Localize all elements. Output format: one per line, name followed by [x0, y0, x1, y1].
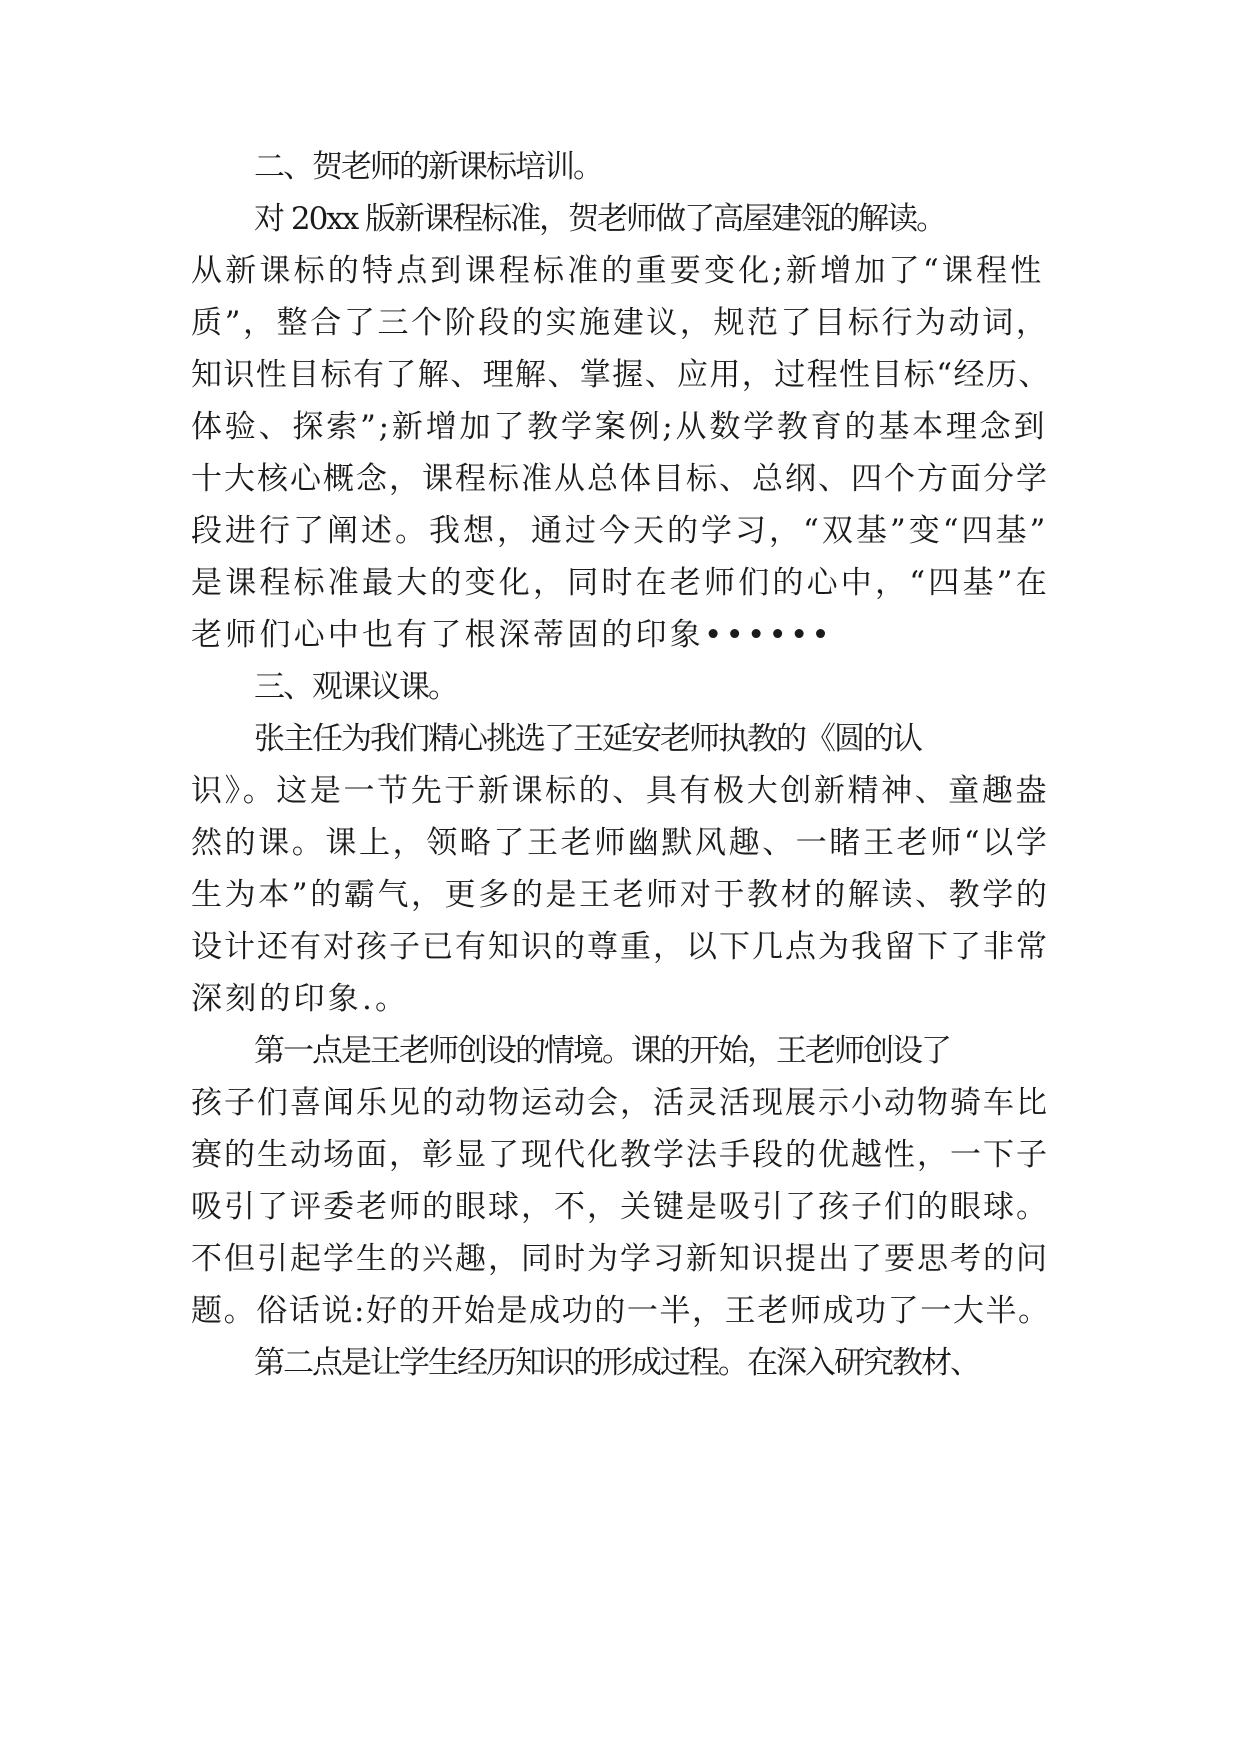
paragraph-line: 赛的生动场面，彰显了现代化教学法手段的优越性，一下子 — [191, 1137, 1049, 1173]
paragraph-line: 段进行了阐述。我想，通过今天的学习，“双基”变“四基” — [191, 513, 1049, 549]
paragraph-line: 知识性目标有了解、理解、掌握、应用，过程性目标“经历、 — [191, 357, 1051, 393]
paragraph-line: 第二点是让学生经历知识的形成过程。在深入研究教材、 — [254, 1345, 979, 1381]
paragraph-line: 是课程标准最大的变化，同时在老师们的心中，“四基”在 — [191, 565, 1050, 601]
section-heading-3: 三、观课议课。 — [254, 669, 457, 705]
paragraph-line: 识》。这是一节先于新课标的、具有极大创新精神、童趣盎 — [191, 773, 1050, 809]
paragraph-line: 质”，整合了三个阶段的实施建议，规范了目标行为动词， — [191, 305, 1050, 341]
paragraph-line: 生为本”的霸气，更多的是王老师对于教材的解读、教学的 — [191, 877, 1050, 913]
paragraph-line: 然的课。课上，领略了王老师幽默风趣、一睹王老师“以学 — [191, 825, 1050, 861]
paragraph-line: 老师们心中也有了根深蒂固的印象•••••• — [191, 617, 833, 653]
paragraph-line: 不但引起学生的兴趣，同时为学习新知识提出了要思考的问 — [191, 1241, 1049, 1277]
paragraph-line: 第一点是王老师创设的情境。课的开始，王老师创设了 — [254, 1033, 950, 1069]
paragraph-line: 吸引了评委老师的眼球，不，关键是吸引了孩子们的眼球。 — [191, 1189, 1049, 1225]
paragraph-line: 孩子们喜闻乐见的动物运动会，活灵活现展示小动物骑车比 — [191, 1085, 1049, 1121]
paragraph-line: 从新课标的特点到课程标准的重要变化;新增加了“课程性 — [191, 253, 1045, 289]
paragraph-line: 题。俗话说:好的开始是成功的一半，王老师成功了一大半。 — [191, 1293, 1051, 1329]
paragraph-line: 设计还有对孩子已有知识的尊重，以下几点为我留下了非常 — [191, 929, 1049, 965]
section-heading-2: 二、贺老师的新课标培训。 — [254, 149, 602, 185]
paragraph-line: 十大核心概念，课程标准从总体目标、总纲、四个方面分学 — [191, 461, 1049, 497]
paragraph-line: 张主任为我们精心挑选了王延安老师执教的《圆的认 — [254, 721, 921, 757]
paragraph-line: 体验、探索”;新增加了教学案例;从数学教育的基本理念到 — [191, 409, 1048, 445]
paragraph-line: 深刻的印象.。 — [191, 981, 410, 1017]
paragraph-line: 对 20xx 版新课程标准，贺老师做了高屋建瓴的解读。 — [254, 201, 946, 237]
